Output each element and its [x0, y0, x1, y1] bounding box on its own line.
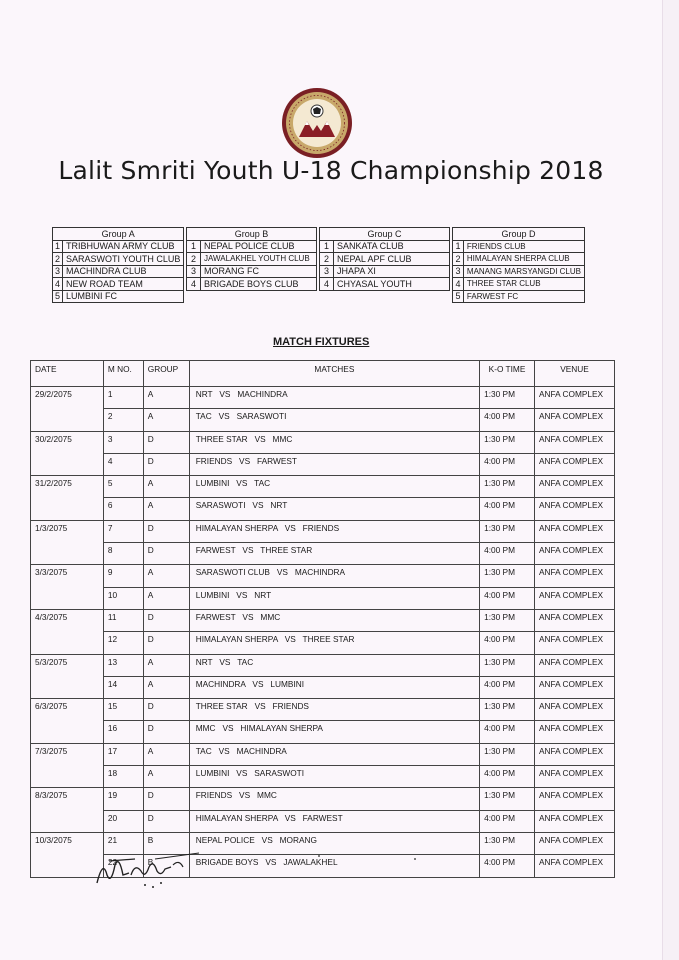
- fixture-venue: ANFA COMPLEX: [534, 453, 614, 475]
- fixture-match-no: 7: [103, 520, 143, 542]
- team-row: 4 BRIGADE BOYS CLUB: [187, 278, 317, 291]
- fixture-venue: ANFA COMPLEX: [534, 609, 614, 631]
- fixture-ko-time: 4:00 PM: [480, 766, 535, 788]
- fixture-ko-time: 4:00 PM: [480, 498, 535, 520]
- fixture-date: [31, 409, 104, 431]
- fixture-row: [31, 431, 615, 453]
- fixture-row: [31, 520, 615, 542]
- fixture-ko-time: 4:00 PM: [480, 632, 535, 654]
- fixture-matchup: HIMALAYAN SHERPA VS THREE STAR: [189, 632, 479, 654]
- team-name: NEW ROAD TEAM: [63, 278, 184, 291]
- fixture-match-no: 20: [103, 810, 143, 832]
- fixture-date: 30/2/2075: [31, 431, 104, 453]
- fixture-matchup: HIMALAYAN SHERPA VS FARWEST: [189, 810, 479, 832]
- fixture-group: D: [143, 543, 189, 565]
- team-row: 5 FARWEST FC: [453, 290, 585, 303]
- fixture-date: [31, 587, 104, 609]
- fixture-group: D: [143, 520, 189, 542]
- fixture-venue: ANFA COMPLEX: [534, 855, 614, 877]
- fixture-row: [31, 453, 615, 475]
- fixture-group: A: [143, 565, 189, 587]
- fixture-date: [31, 855, 104, 877]
- column-header-matches: MATCHES: [189, 361, 479, 387]
- team-row: 4 NEW ROAD TEAM: [53, 278, 184, 291]
- fixture-date: [31, 721, 104, 743]
- fixture-group: D: [143, 810, 189, 832]
- fixture-row: [31, 743, 615, 765]
- fixture-ko-time: 1:30 PM: [480, 565, 535, 587]
- fixture-venue: ANFA COMPLEX: [534, 387, 614, 409]
- group-b-table: [186, 227, 317, 291]
- fixture-matchup: LUMBINI VS TAC: [189, 476, 479, 498]
- group-header: Group D: [453, 228, 585, 241]
- fixtures-header-row: [31, 361, 615, 387]
- team-row: 1 NEPAL POLICE CLUB: [187, 240, 317, 253]
- fixture-matchup: FARWEST VS THREE STAR: [189, 543, 479, 565]
- speck: [414, 858, 416, 860]
- fixture-date: 7/3/2075: [31, 743, 104, 765]
- fixture-group: A: [143, 498, 189, 520]
- team-name: THREE STAR CLUB: [463, 278, 584, 291]
- group-c-table: [319, 227, 450, 291]
- fixture-date: 3/3/2075: [31, 565, 104, 587]
- fixture-matchup: FARWEST VS MMC: [189, 609, 479, 631]
- fixture-venue: ANFA COMPLEX: [534, 810, 614, 832]
- fixture-match-no: 5: [103, 476, 143, 498]
- team-name: FRIENDS CLUB: [463, 240, 584, 253]
- fixture-matchup: NRT VS MACHINDRA: [189, 387, 479, 409]
- fixture-row: [31, 699, 615, 721]
- fixture-date: 1/3/2075: [31, 520, 104, 542]
- fixture-ko-time: 4:00 PM: [480, 453, 535, 475]
- team-name: MACHINDRA CLUB: [63, 265, 184, 278]
- fixture-group: D: [143, 453, 189, 475]
- column-header-venue: VENUE: [534, 361, 614, 387]
- team-row: 2 SARASWOTI YOUTH CLUB: [53, 253, 184, 266]
- fixture-matchup: HIMALAYAN SHERPA VS FRIENDS: [189, 520, 479, 542]
- fixture-ko-time: 1:30 PM: [480, 476, 535, 498]
- team-row: 1 SANKATA CLUB: [320, 240, 450, 253]
- fixture-venue: ANFA COMPLEX: [534, 565, 614, 587]
- team-name: TRIBHUWAN ARMY CLUB: [63, 240, 184, 253]
- team-name: NEPAL APF CLUB: [334, 253, 450, 266]
- fixture-matchup: FRIENDS VS FARWEST: [189, 453, 479, 475]
- fixtures-body: [31, 387, 615, 878]
- fixture-date: 5/3/2075: [31, 654, 104, 676]
- fixture-row: [31, 788, 615, 810]
- team-row: 3 MANANG MARSYANGDI CLUB: [453, 265, 585, 278]
- fixture-date: [31, 498, 104, 520]
- fixture-venue: ANFA COMPLEX: [534, 788, 614, 810]
- fixture-group: B: [143, 855, 189, 877]
- fixture-venue: ANFA COMPLEX: [534, 587, 614, 609]
- fixture-row: [31, 543, 615, 565]
- fixture-matchup: NRT VS TAC: [189, 654, 479, 676]
- team-name: HIMALAYAN SHERPA CLUB: [463, 253, 584, 266]
- fixture-row: [31, 609, 615, 631]
- fixture-venue: ANFA COMPLEX: [534, 476, 614, 498]
- fixture-venue: ANFA COMPLEX: [534, 676, 614, 698]
- fixture-group: A: [143, 654, 189, 676]
- column-header-ko-time: K-O TIME: [480, 361, 535, 387]
- fixture-ko-time: 4:00 PM: [480, 676, 535, 698]
- team-row: 2 JAWALAKHEL YOUTH CLUB: [187, 253, 317, 266]
- fixture-match-no: 22: [103, 855, 143, 877]
- fixture-match-no: 9: [103, 565, 143, 587]
- fixture-row: [31, 676, 615, 698]
- fixture-row: [31, 587, 615, 609]
- fixture-row: [31, 409, 615, 431]
- fixture-venue: ANFA COMPLEX: [534, 520, 614, 542]
- fixture-matchup: SARASWOTI CLUB VS MACHINDRA: [189, 565, 479, 587]
- fixture-group: D: [143, 632, 189, 654]
- fixture-date: [31, 632, 104, 654]
- fixture-venue: ANFA COMPLEX: [534, 721, 614, 743]
- fixture-row: [31, 810, 615, 832]
- fixture-matchup: THREE STAR VS FRIENDS: [189, 699, 479, 721]
- group-d-table: [452, 227, 585, 303]
- page-title: Lalit Smriti Youth U-18 Championship 2018: [58, 156, 604, 185]
- fixture-matchup: MACHINDRA VS LUMBINI: [189, 676, 479, 698]
- team-name: NEPAL POLICE CLUB: [201, 240, 317, 253]
- fixture-match-no: 4: [103, 453, 143, 475]
- fixture-matchup: TAC VS SARASWOTI: [189, 409, 479, 431]
- group-header: Group A: [53, 228, 184, 241]
- fixture-date: 10/3/2075: [31, 832, 104, 854]
- fixture-group: D: [143, 609, 189, 631]
- fixture-row: [31, 632, 615, 654]
- fixture-ko-time: 4:00 PM: [480, 855, 535, 877]
- fixture-match-no: 14: [103, 676, 143, 698]
- fixture-match-no: 17: [103, 743, 143, 765]
- fixture-group: A: [143, 587, 189, 609]
- team-row: 3 JHAPA XI: [320, 265, 450, 278]
- team-name: FARWEST FC: [463, 290, 584, 303]
- fixture-date: [31, 453, 104, 475]
- fixture-group: D: [143, 699, 189, 721]
- fixtures-heading: MATCH FIXTURES: [273, 336, 370, 348]
- fixture-ko-time: 4:00 PM: [480, 587, 535, 609]
- fixture-row: [31, 721, 615, 743]
- fixture-venue: ANFA COMPLEX: [534, 832, 614, 854]
- fixture-matchup: LUMBINI VS SARASWOTI: [189, 766, 479, 788]
- fixture-match-no: 2: [103, 409, 143, 431]
- team-row: 2 NEPAL APF CLUB: [320, 253, 450, 266]
- fixture-matchup: BRIGADE BOYS VS JAWALAKHEL: [189, 855, 479, 877]
- fixture-group: D: [143, 788, 189, 810]
- fixture-row: [31, 476, 615, 498]
- fixture-row: [31, 498, 615, 520]
- group-a-table: [52, 227, 184, 303]
- fixture-match-no: 21: [103, 832, 143, 854]
- fixture-match-no: 13: [103, 654, 143, 676]
- fixture-ko-time: 1:30 PM: [480, 387, 535, 409]
- fixture-date: [31, 543, 104, 565]
- fixture-matchup: TAC VS MACHINDRA: [189, 743, 479, 765]
- team-name: MANANG MARSYANGDI CLUB: [463, 265, 584, 278]
- fixture-group: A: [143, 743, 189, 765]
- team-name: LUMBINI FC: [63, 290, 184, 303]
- fixture-group: D: [143, 431, 189, 453]
- fixture-group: A: [143, 387, 189, 409]
- fixture-group: A: [143, 409, 189, 431]
- column-header-date: DATE: [31, 361, 104, 387]
- fixture-row: [31, 387, 615, 409]
- fixture-ko-time: 1:30 PM: [480, 788, 535, 810]
- fixture-matchup: LUMBINI VS NRT: [189, 587, 479, 609]
- fixture-ko-time: 1:30 PM: [480, 609, 535, 631]
- fixture-match-no: 6: [103, 498, 143, 520]
- fixture-match-no: 15: [103, 699, 143, 721]
- fixture-venue: ANFA COMPLEX: [534, 431, 614, 453]
- speck: [318, 855, 320, 857]
- fixture-match-no: 18: [103, 766, 143, 788]
- fixture-row: [31, 766, 615, 788]
- fixture-date: 6/3/2075: [31, 699, 104, 721]
- team-row: 3 MACHINDRA CLUB: [53, 265, 184, 278]
- team-name: BRIGADE BOYS CLUB: [201, 278, 317, 291]
- fixture-group: A: [143, 766, 189, 788]
- fixture-group: B: [143, 832, 189, 854]
- fixture-group: D: [143, 721, 189, 743]
- fixture-venue: ANFA COMPLEX: [534, 543, 614, 565]
- handwritten-signature-icon: [95, 845, 215, 895]
- fixture-date: [31, 676, 104, 698]
- fixture-venue: ANFA COMPLEX: [534, 409, 614, 431]
- team-name: MORANG FC: [201, 265, 317, 278]
- fixture-ko-time: 4:00 PM: [480, 409, 535, 431]
- fixture-matchup: SARASWOTI VS NRT: [189, 498, 479, 520]
- fixture-match-no: 19: [103, 788, 143, 810]
- fixture-date: 8/3/2075: [31, 788, 104, 810]
- team-row: 3 MORANG FC: [187, 265, 317, 278]
- team-row: 4 CHYASAL YOUTH: [320, 278, 450, 291]
- fixture-match-no: 1: [103, 387, 143, 409]
- fixture-match-no: 11: [103, 609, 143, 631]
- fixture-match-no: 10: [103, 587, 143, 609]
- fixture-matchup: FRIENDS VS MMC: [189, 788, 479, 810]
- fixture-ko-time: 1:30 PM: [480, 743, 535, 765]
- team-row: 5 LUMBINI FC: [53, 290, 184, 303]
- column-header-match-no: M NO.: [103, 361, 143, 387]
- fixture-row: [31, 654, 615, 676]
- fixture-matchup: NEPAL POLICE VS MORANG: [189, 832, 479, 854]
- fixture-ko-time: 1:30 PM: [480, 832, 535, 854]
- group-header: Group C: [320, 228, 450, 241]
- fixture-venue: ANFA COMPLEX: [534, 766, 614, 788]
- group-header: Group B: [187, 228, 317, 241]
- column-header-group: GROUP: [143, 361, 189, 387]
- fixture-venue: ANFA COMPLEX: [534, 699, 614, 721]
- team-row: 2 HIMALAYAN SHERPA CLUB: [453, 253, 585, 266]
- team-row: 4 THREE STAR CLUB: [453, 278, 585, 291]
- association-emblem-icon: [281, 87, 353, 159]
- fixture-venue: ANFA COMPLEX: [534, 498, 614, 520]
- team-name: CHYASAL YOUTH: [334, 278, 450, 291]
- fixture-venue: ANFA COMPLEX: [534, 632, 614, 654]
- team-name: JAWALAKHEL YOUTH CLUB: [201, 253, 317, 266]
- fixture-date: 4/3/2075: [31, 609, 104, 631]
- fixtures-table: [30, 360, 615, 878]
- team-row: 1 FRIENDS CLUB: [453, 240, 585, 253]
- fixture-group: A: [143, 476, 189, 498]
- fixture-match-no: 12: [103, 632, 143, 654]
- fixture-match-no: 3: [103, 431, 143, 453]
- fixture-ko-time: 4:00 PM: [480, 721, 535, 743]
- fixture-ko-time: 1:30 PM: [480, 654, 535, 676]
- fixture-ko-time: 1:30 PM: [480, 520, 535, 542]
- fixture-ko-time: 1:30 PM: [480, 431, 535, 453]
- team-row: 1 TRIBHUWAN ARMY CLUB: [53, 240, 184, 253]
- fixture-ko-time: 4:00 PM: [480, 810, 535, 832]
- fixture-date: 31/2/2075: [31, 476, 104, 498]
- fixture-date: 29/2/2075: [31, 387, 104, 409]
- fixture-match-no: 16: [103, 721, 143, 743]
- fixture-venue: ANFA COMPLEX: [534, 743, 614, 765]
- team-name: SANKATA CLUB: [334, 240, 450, 253]
- fixture-date: [31, 810, 104, 832]
- fixture-ko-time: 1:30 PM: [480, 699, 535, 721]
- fixture-matchup: MMC VS HIMALAYAN SHERPA: [189, 721, 479, 743]
- fixture-group: A: [143, 676, 189, 698]
- team-name: SARASWOTI YOUTH CLUB: [63, 253, 184, 266]
- fixture-date: [31, 766, 104, 788]
- fixture-ko-time: 4:00 PM: [480, 543, 535, 565]
- fixture-matchup: THREE STAR VS MMC: [189, 431, 479, 453]
- team-name: JHAPA XI: [334, 265, 450, 278]
- fixture-venue: ANFA COMPLEX: [534, 654, 614, 676]
- fixture-match-no: 8: [103, 543, 143, 565]
- fixture-row: [31, 565, 615, 587]
